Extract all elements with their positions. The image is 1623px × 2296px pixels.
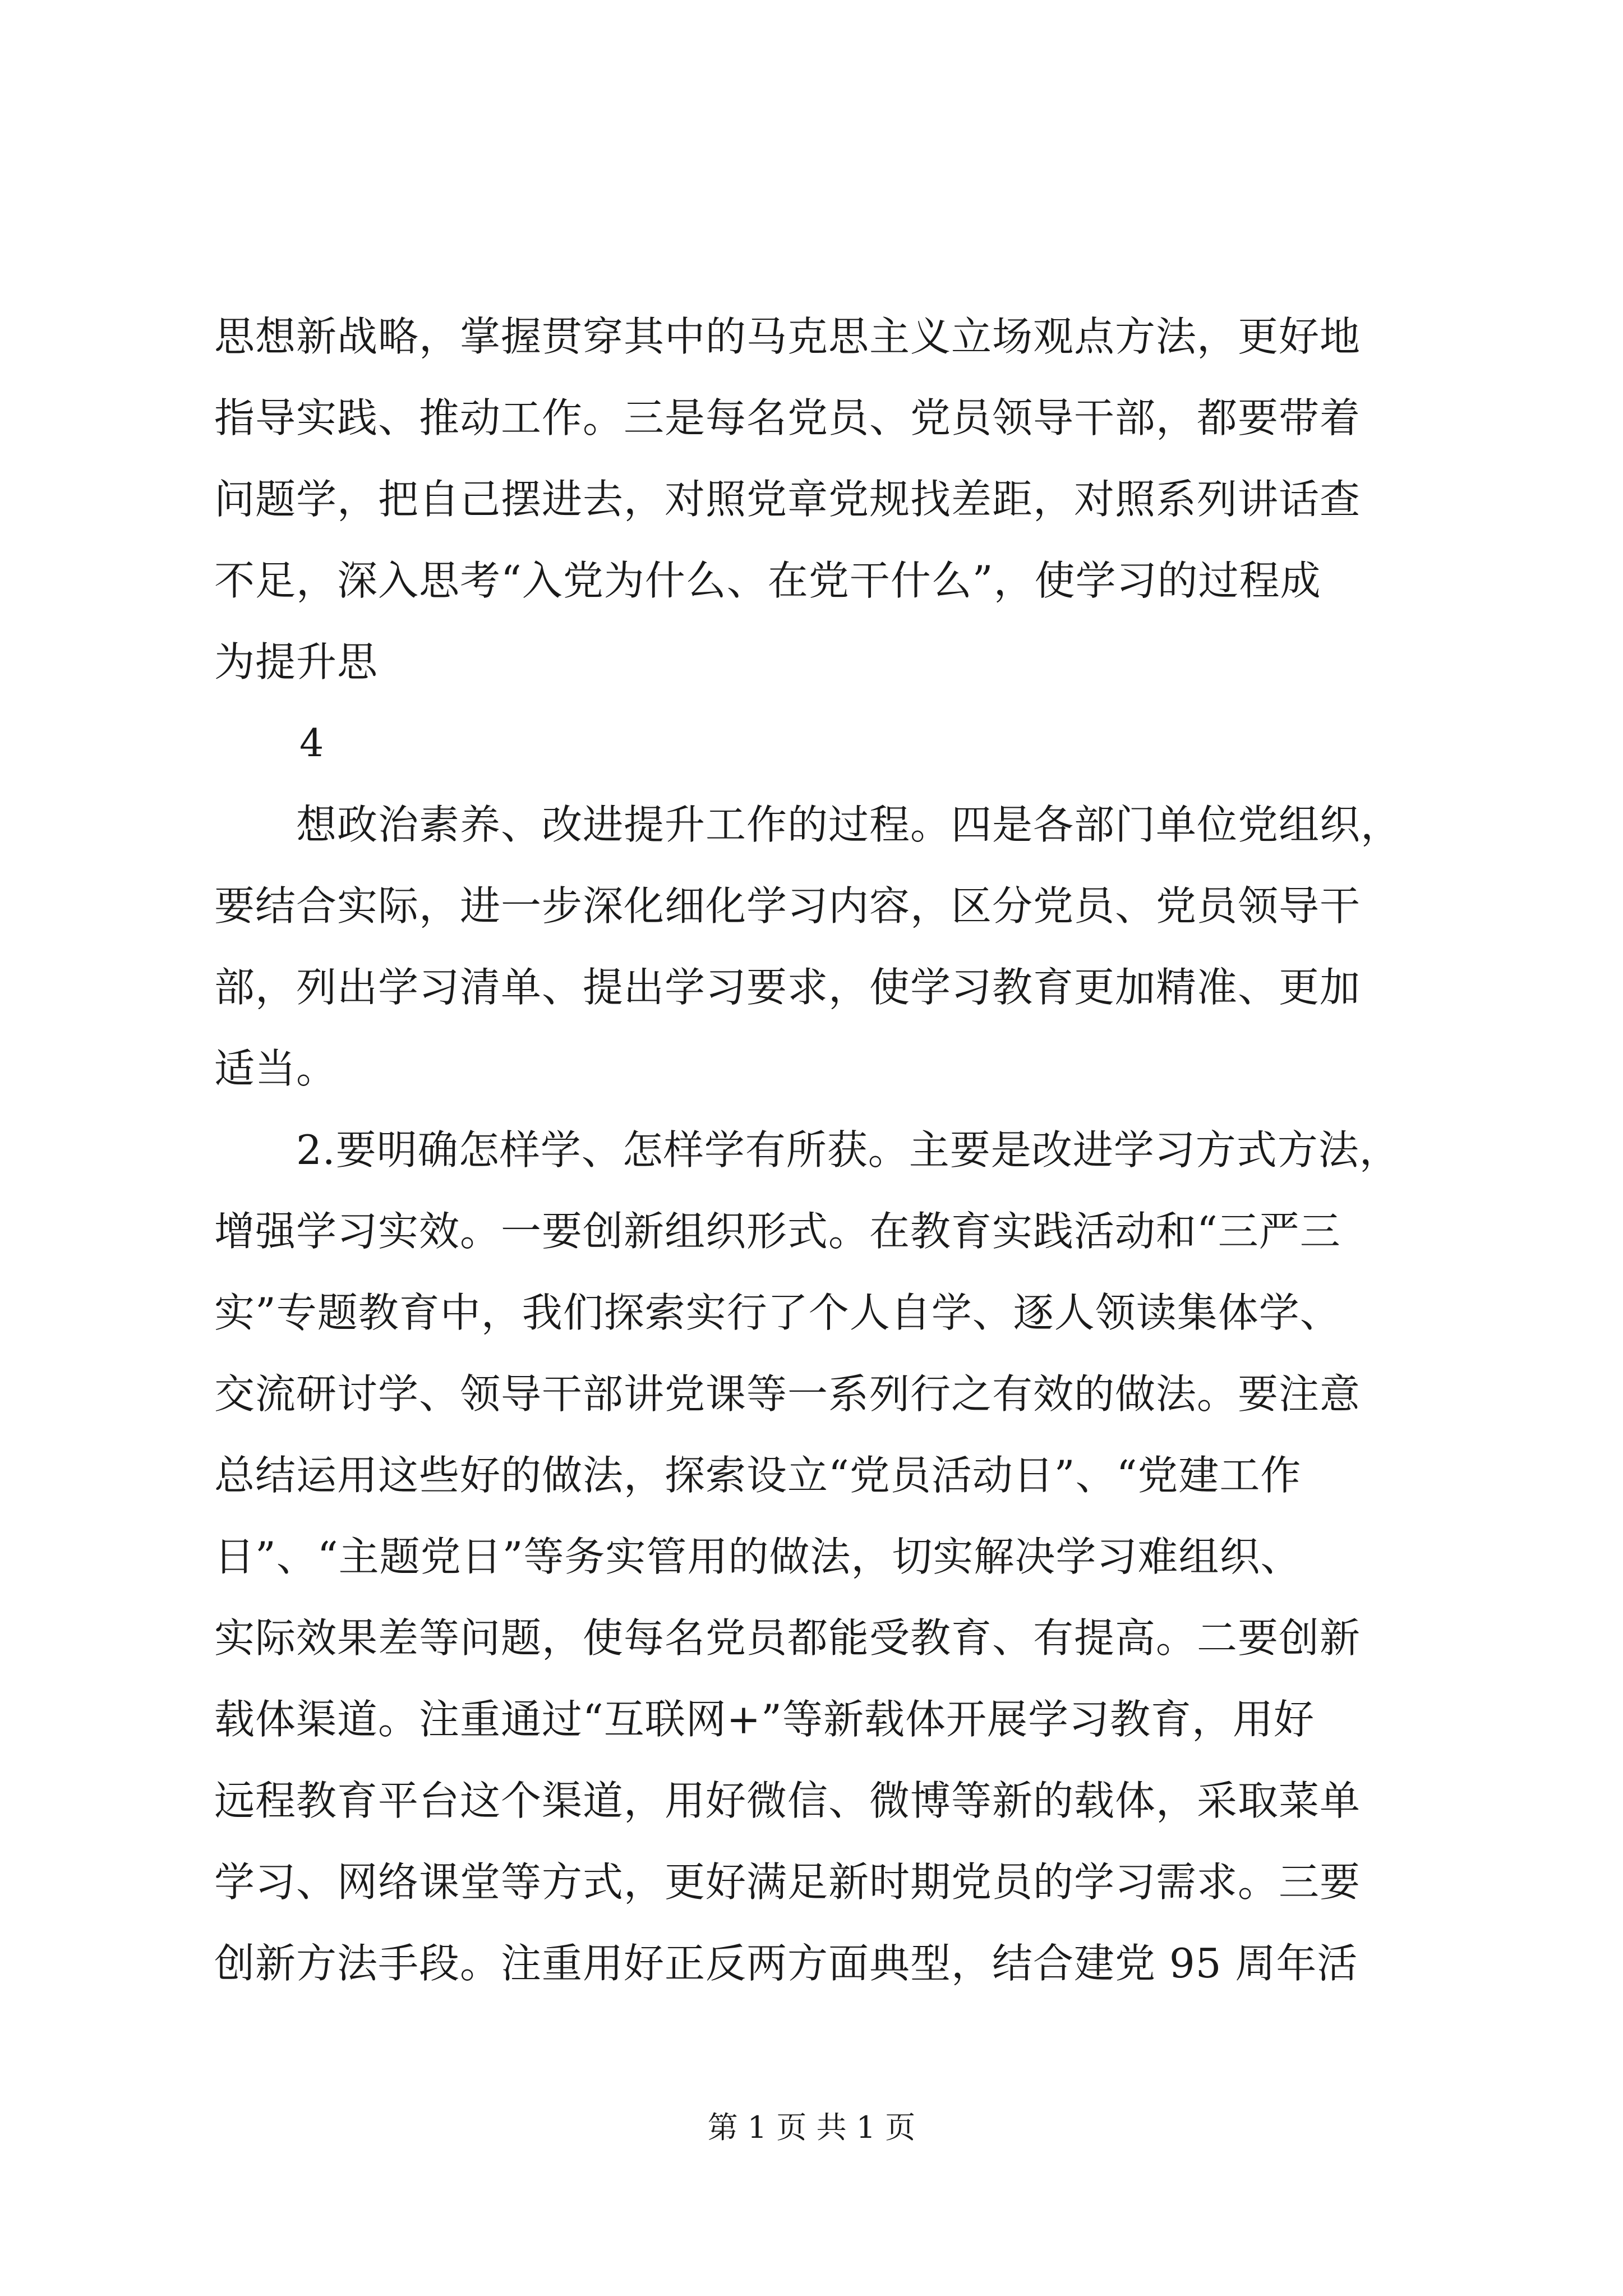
text-line: 学习、网络课堂等方式，更好满足新时期党员的学习需求。三要 <box>214 1858 1361 1906</box>
text-line: 部，列出学习清单、提出学习要求，使学习教育更加精准、更加 <box>214 964 1361 1011</box>
body-text <box>214 296 1437 2004</box>
page-footer: 第 1 页 共 1 页 <box>707 2110 916 2145</box>
text-line: 指导实践、推动工作。三是每名党员、党员领导干部，都要带着 <box>214 394 1361 441</box>
text-line: 创新方法手段。注重用好正反两方面典型，结合建党 95 周年活 <box>214 1940 1358 1987</box>
text-line: 问题学，把自己摆进去，对照党章党规找差距，对照系列讲话查 <box>214 476 1361 523</box>
text-line: 想政治素养、改进提升工作的过程。四是各部门单位党组织， <box>214 801 1402 848</box>
text-line: 要结合实际，进一步深化细化学习内容，区分党员、党员领导干 <box>214 882 1361 930</box>
text-line: 不足，深入思考“入党为什么、在党干什么”，使学习的过程成 <box>214 557 1321 604</box>
text-line: 思想新战略，掌握贯穿其中的马克思主义立场观点方法，更好地 <box>214 313 1361 360</box>
text-line: 总结运用这些好的做法，探索设立“党员活动日”、“党建工作 <box>214 1452 1302 1499</box>
text-line: 载体渠道。注重通过“互联网+”等新载体开展学习教育，用好 <box>214 1696 1315 1743</box>
text-line: 实”专题教育中，我们探索实行了个人自学、逐人领读集体学、 <box>214 1289 1341 1336</box>
text-line: 日”、“主题党日”等务实管用的做法，切实解决学习难组织、 <box>214 1533 1302 1580</box>
inline-page-number: 4 <box>299 721 324 766</box>
text-line: 适当。 <box>214 1045 338 1092</box>
text-line: 2.要明确怎样学、怎样学有所获。主要是改进学习方式方法， <box>214 1126 1400 1174</box>
text-line: 增强学习实效。一要创新组织形式。在教育实践活动和“三严三 <box>214 1208 1341 1255</box>
text-line: 交流研讨学、领导干部讲党课等一系列行之有效的做法。要注意 <box>214 1370 1361 1418</box>
text-line: 实际效果差等问题，使每名党员都能受教育、有提高。二要创新 <box>214 1614 1361 1662</box>
text-line: 远程教育平台这个渠道，用好微信、微博等新的载体，采取菜单 <box>214 1777 1361 1824</box>
text-line: 为提升思 <box>214 638 379 685</box>
